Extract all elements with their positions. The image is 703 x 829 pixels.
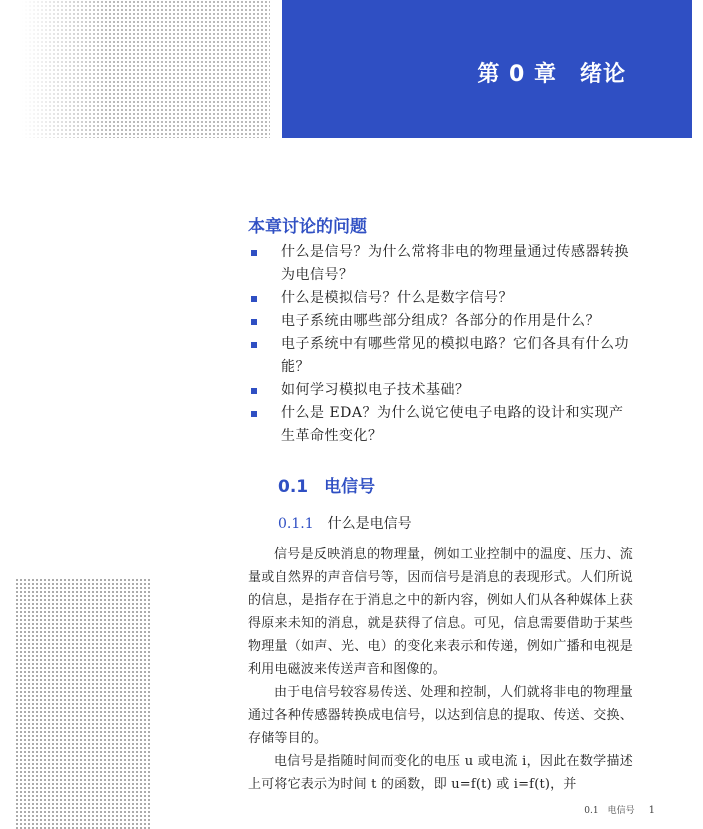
square-bullet-icon <box>251 342 257 348</box>
subsection-number: 0.1.1 <box>278 516 314 532</box>
body-paragraph: 由于电信号较容易传送、处理和控制，人们就将非电的物理量通过各种传感器转换成电信号，以达到信息的提取、传送、交换、存储等目的。 <box>248 685 633 746</box>
section-number: 0.1 <box>278 477 309 497</box>
subsection-title: 什么是电信号 <box>327 516 412 532</box>
section-heading <box>278 472 633 497</box>
page-footer <box>584 803 655 816</box>
question-item: 电子系统中有哪些常见的模拟电路？它们各具有什么功能？ <box>248 333 633 379</box>
halftone-decoration-bottom <box>15 578 150 829</box>
square-bullet-icon <box>251 296 257 302</box>
subsection-heading <box>278 513 633 533</box>
page-content <box>248 212 633 796</box>
square-bullet-icon <box>251 411 257 417</box>
footer-section-label: 0.1 电信号 <box>584 806 635 816</box>
body-paragraph: 信号是反映消息的物理量，例如工业控制中的温度、压力、流量或自然界的声音信号等，因而信号是消息的表现形式。人们所说的信息，是指存在于消息之中的新内容，例如人们从各种媒体上获得原来未知的消息，就是获得了信息。可见，信息需要借助于某些物理量（如声、光、电）的变化来表示和传递，例如广播和电视是利用电磁波来传送声音和图像的。 <box>248 547 633 677</box>
questions-list <box>248 241 633 448</box>
page-number: 1 <box>648 805 655 816</box>
question-item: 电子系统由哪些部分组成？各部分的作用是什么？ <box>248 310 633 333</box>
square-bullet-icon <box>251 388 257 394</box>
question-item: 什么是信号？为什么常将非电的物理量通过传感器转换为电信号？ <box>248 241 633 287</box>
question-item: 什么是 EDA？为什么说它使电子电路的设计和实现产生革命性变化？ <box>248 402 633 448</box>
section-title: 电信号 <box>324 477 376 497</box>
square-bullet-icon <box>251 250 257 256</box>
questions-heading: 本章讨论的问题 <box>248 217 367 237</box>
question-item: 如何学习模拟电子技术基础？ <box>248 379 633 402</box>
square-bullet-icon <box>251 319 257 325</box>
body-paragraph: 电信号是指随时间而变化的电压 u 或电流 i，因此在数学描述上可将它表示为时间 t 的函数，即 u=f(t) 或 i=f(t)，并 <box>248 754 633 792</box>
halftone-fade <box>0 0 110 138</box>
chapter-title: 第 0 章 绪论 <box>477 62 626 87</box>
question-item: 什么是模拟信号？什么是数字信号？ <box>248 287 633 310</box>
chapter-banner <box>282 0 692 138</box>
